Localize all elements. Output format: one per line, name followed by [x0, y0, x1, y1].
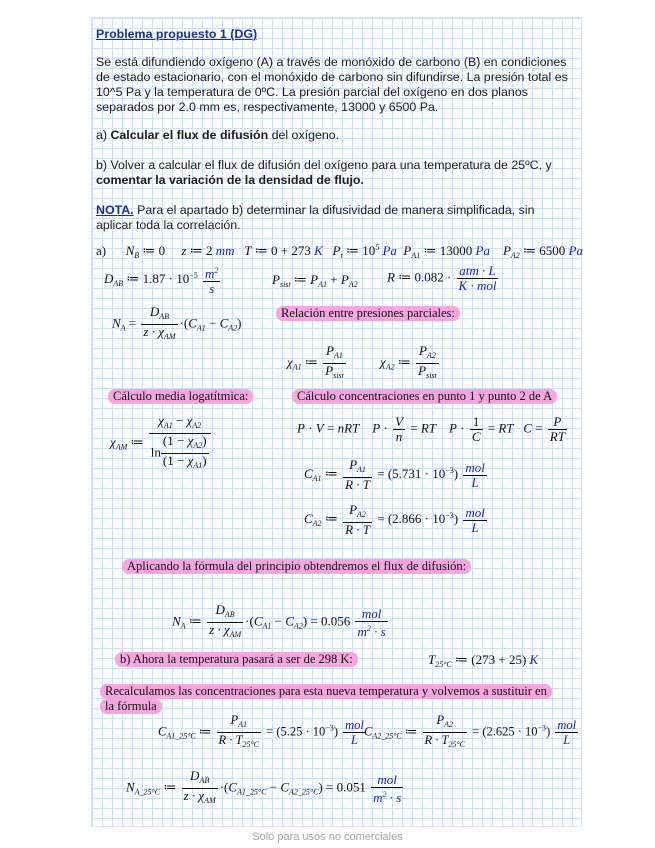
na-result: $N_A$ ≔ $\frac{D_{AB}}{z \cdot \chi_{AM}}$ $\cdot(C_{A1} - C_{A2}) = 0.056$ $\frac{\text{mol}}{m^2 \cdot s}$	[172, 602, 386, 639]
nota-text: NOTA. Para el apartado b) determinar la difusividad de manera simplificada, sin aplicar toda la correlación.	[96, 203, 535, 232]
givens-row: a) $N_B$ ≔ 0 z ≔ 2 mm T ≔ 0 + 273 K $P_t$ ≔ $10^5$ Pa $P_{A1}$ ≔ 13000 Pa $P_{A2}$ ≔ 6500 Pa	[96, 243, 583, 260]
ca1-equation: $C_{A1}$ ≔ $\frac{P_{A1}}{R \cdot T}$ = $(5.731 \cdot 10^{-3})$ $\frac{\text{mol}}{L}$	[304, 457, 485, 492]
part-b-text: b) Volver a calcular el flux de difusión del oxígeno para una temperatura de 25ºC, y	[96, 158, 552, 172]
ca1-25-equation: $C_{A1\_25^\circ C}$ ≔ $\frac{P_{A1}}{R \cdot T_{25^\circ C}}$ = $(5.25 \cdot 10^{-3})$ $\frac{\text{mol}}{L}$	[158, 713, 364, 749]
chi-a2: $\chi_{A2}$ ≔ $\frac{P_{A2}}{P_{sist}}$	[380, 343, 437, 380]
r-constant: R ≔ 0.082 · $\frac{\text{atm · L}}{\text{K · mol}}$	[387, 263, 497, 293]
chi-a1: $\chi_{A1}$ ≔ $\frac{P_{A1}}{P_{sist}}$	[287, 343, 344, 380]
problem-statement: Se está difundiendo oxígeno (A) a través de monóxido de carbono (B) en condiciones de estado estacionario, con el monóxido de carbono sin difundirse. La presión total es 10^5 Pa y la temperatura de 0ºC. La presión parcial del oxígeno en dos planos separados por 2.0 mm es, respectivamente, 13000 y 6500 Pa.	[96, 55, 568, 114]
na-formula: $N_A$ = $\frac{D_{AB}}{z \cdot \chi_{AM}}$ $\cdot(C_{A1} - C_{A2})$	[112, 304, 242, 341]
ca2-25-equation: $C_{A2\_25^\circ C}$ ≔ $\frac{P_{A2}}{R \cdot T_{25^\circ C}}$ = $(2.625 \cdot 10^{-3})$ $\frac{\text{mol}}{L}$	[364, 713, 577, 749]
highlight-part-b-temp: b) Ahora la temperatura pasará a ser de 298 K:	[115, 652, 358, 667]
dab-equation: $D_{AB}$ ≔ $1.87 \cdot 10^{-5}$ $\frac{m^2}{s}$	[104, 266, 219, 296]
problem-title: Problema propuesto 1 (DG)	[96, 27, 258, 41]
highlight-recalculamos-1: Recalculamos las concentraciones para esta nueva temperatura y volvemos a sustituir en	[100, 684, 552, 699]
ca2-equation: $C_{A2}$ ≔ $\frac{P_{A2}}{R \cdot T}$ = $(2.866 \cdot 10^{-3})$ $\frac{\text{mol}}{L}$	[304, 502, 485, 537]
part-a-text: a) Calcular el flux de difusión del oxígeno.	[96, 128, 340, 142]
gas-law-forms: P · V = nRT P · $\frac{V}{n}$ = RT P · $\frac{1}{C}$ = RT C = $\frac{P}{RT}$	[297, 414, 565, 444]
part-b-bold: comentar la variación de la densidad de flujo.	[96, 173, 364, 187]
na-25-result: $N_{A\_25^\circ C}$ ≔ $\frac{D_{AB}}{z \cdot \chi_{AM}}$ $\cdot(C_{A1\_25^\circ C} - C_{A2\_25^\circ C}) = 0.051$ $\frac{\text{mol}}{m^2 \cdot s}$	[126, 768, 402, 805]
t25-equation: $T_{25^\circ C}$ ≔ (273 + 25) K	[428, 652, 539, 669]
psist-equation: $P_{sist}$ ≔ $P_{A1} + P_{A2}$	[272, 272, 358, 289]
highlight-recalculamos-2: la fórmula	[100, 699, 162, 714]
chi-am: $\chi_{AM}$ ≔ $\chi_{A1} - \chi_{A2}$ ln $\frac{(1 - \chi_{A2})}{(1 - \chi_{A1})}$	[110, 414, 213, 473]
highlight-relacion: Relación entre presiones parciales:	[276, 306, 460, 321]
highlight-concentraciones: Cálculo concentraciones en punto 1 y punto 2 de A	[292, 389, 557, 404]
highlight-aplicando: Aplicando la fórmula del principio obtendremos el flux de difusión:	[122, 559, 471, 574]
footer-watermark: Solo para usos no comerciales	[252, 831, 403, 843]
highlight-media-log: Cálculo media logatítmica:	[108, 389, 253, 404]
